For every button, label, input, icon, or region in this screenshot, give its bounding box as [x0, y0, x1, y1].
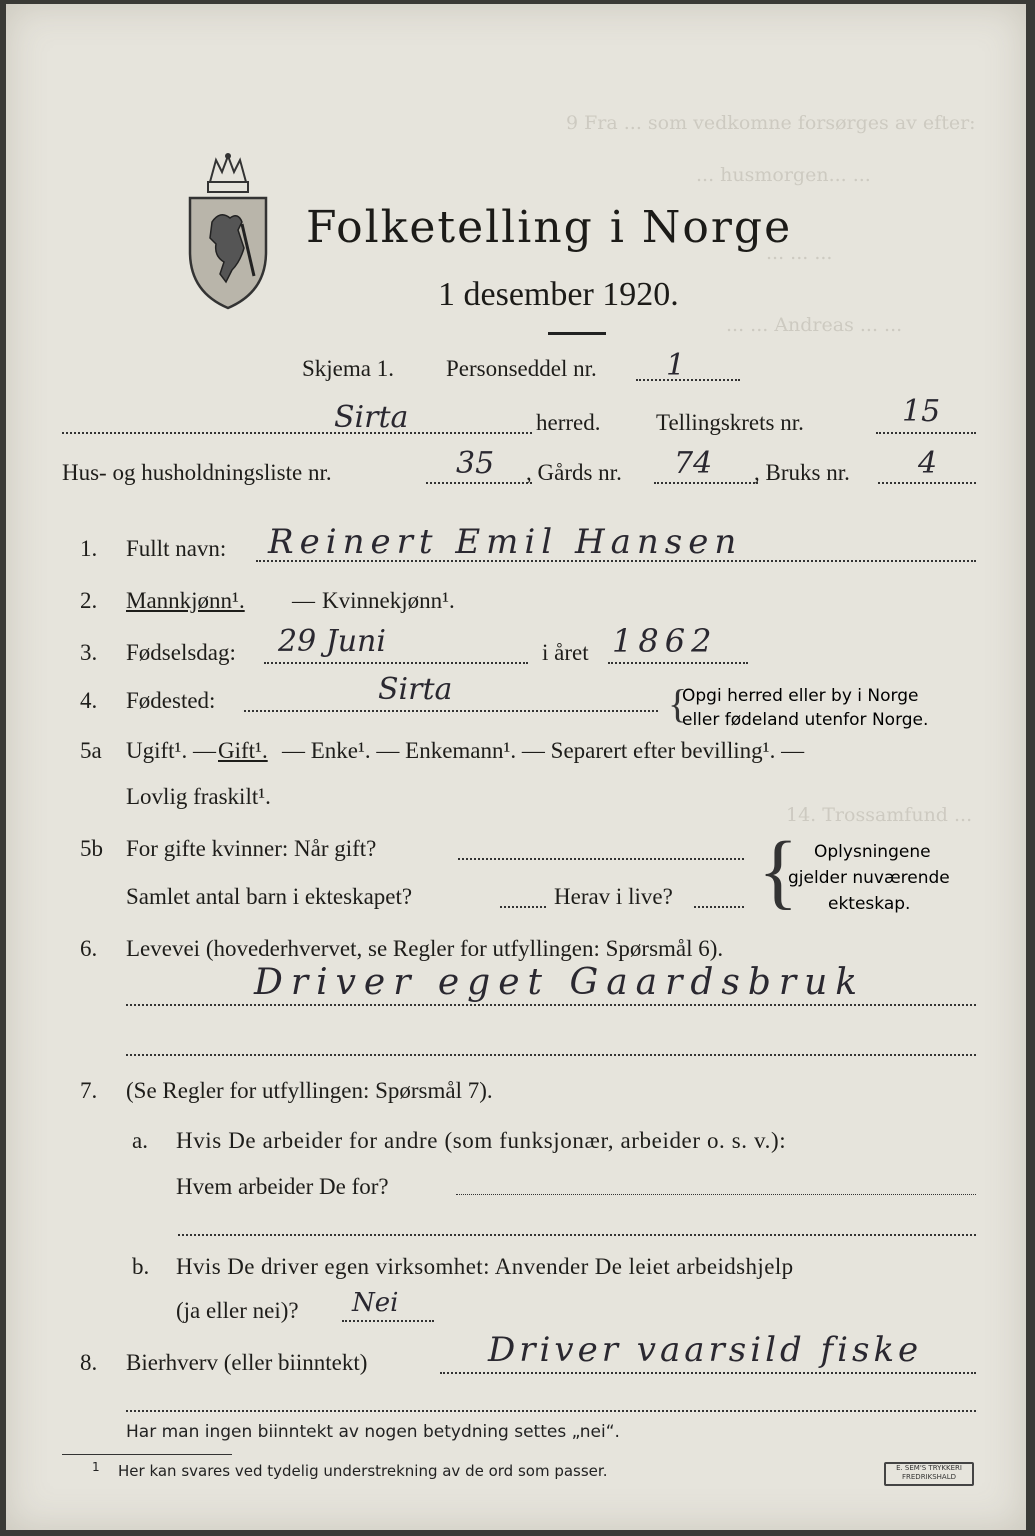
q1-number: 1. [80, 536, 98, 561]
q5b-barn-label: Samlet antal barn i ekteskapet? [126, 884, 413, 909]
q5b-live-line [694, 906, 744, 908]
q5b-number: 5b [80, 836, 103, 861]
form-title: Folketelling i Norge [306, 202, 793, 253]
hus-label: Hus- og husholdningsliste nr. [62, 460, 332, 485]
q2-number: 2. [80, 588, 98, 613]
norway-coat-of-arms-icon [182, 152, 274, 312]
personseddel-value[interactable]: 1 [666, 348, 686, 383]
gards-label: , Gårds nr. [526, 460, 622, 485]
q3-year-label: i året [542, 640, 589, 665]
tellingskrets-label: Tellingskrets nr. [656, 410, 804, 435]
q4-note-bracket: { [668, 681, 688, 726]
bleed-through-text: 14. Trossamfund ... [786, 804, 973, 826]
q5a-gift: Gift¹. [218, 738, 268, 763]
q2-separator: — [292, 588, 315, 613]
q6-label: Levevei (hovederhvervet, se Regler for utfyllingen: Spørsmål 6). [126, 936, 724, 961]
footer-note: Har man ingen biinntekt av nogen betydning settes „nei“. [126, 1422, 620, 1442]
q5a-rest: — Enke¹. — Enkemann¹. — Separert efter bevilling¹. — [282, 738, 805, 763]
bleed-through-text: ... ... ... [766, 242, 833, 264]
q5b-note-line1: Oplysningene [814, 842, 931, 862]
census-form-page [6, 4, 1026, 1530]
footer-rule [62, 1454, 232, 1455]
q4-number: 4. [80, 688, 98, 713]
q8-line [440, 1372, 976, 1374]
q1-label: Fullt navn: [126, 536, 227, 561]
gards-value[interactable]: 74 [674, 446, 713, 481]
herred-label: herred. [536, 410, 601, 435]
q5a-line2: Lovlig fraskilt¹. [126, 784, 271, 809]
q3-number: 3. [80, 640, 98, 665]
q3-year-value[interactable]: 1862 [612, 622, 718, 660]
footnote-mark: 1 [92, 1460, 100, 1474]
q7-number: 7. [80, 1078, 98, 1103]
printer-stamp: E. SEM'S TRYKKERI FREDRIKSHALD [884, 1462, 974, 1486]
q7b-number: b. [132, 1254, 150, 1279]
q2-male: Mannkjønn¹. [126, 588, 245, 613]
q5b-live-label: Herav i live? [554, 884, 673, 909]
q2-female: Kvinnekjønn¹. [322, 588, 455, 613]
q5b-barn-line [500, 906, 546, 908]
q7b-answer-line [342, 1320, 434, 1322]
q6-value[interactable]: Driver eget Gaardsbruk [254, 962, 866, 1003]
q8-number: 8. [80, 1350, 98, 1375]
form-date: 1 desember 1920. [438, 276, 679, 313]
q6-line1 [126, 1004, 976, 1006]
q4-line [244, 710, 658, 712]
q8-value[interactable]: Driver vaarsild fiske [488, 1330, 923, 1370]
q7b-value[interactable]: Nei [352, 1288, 399, 1318]
bruks-line [878, 482, 976, 484]
footnote-text: Her kan svares ved tydelig understrekning av de ord som passer. [118, 1462, 608, 1480]
q6-number: 6. [80, 936, 98, 961]
q5a-number: 5a [80, 738, 102, 763]
q7a-line2: Hvem arbeider De for? [176, 1174, 389, 1199]
q7b-line1: Hvis De driver egen virksomhet: Anvender De leiet arbeidshjelp [176, 1254, 794, 1279]
q5b-note-bracket: { [758, 825, 799, 918]
skjema-label: Skjema 1. [302, 356, 394, 381]
q7a-answer-line2 [178, 1234, 976, 1236]
q7-label: (Se Regler for utfyllingen: Spørsmål 7). [126, 1078, 493, 1103]
q8-label: Bierhverv (eller biinntekt) [126, 1350, 368, 1375]
q1-value[interactable]: Reinert Emil Hansen [268, 522, 743, 562]
bruks-label: , Bruks nr. [754, 460, 850, 485]
q5b-line1: For gifte kvinner: Når gift? [126, 836, 377, 861]
herred-line [62, 432, 532, 434]
q4-label: Fødested: [126, 688, 216, 713]
q4-note-line2: eller fødeland utenfor Norge. [682, 710, 929, 730]
personseddel-label: Personseddel nr. [446, 356, 597, 381]
q3-line [264, 662, 528, 664]
q3-value[interactable]: 29 Juni [278, 624, 386, 659]
q5b-note-line2: gjelder nuværende [788, 868, 950, 888]
bruks-value[interactable]: 4 [918, 446, 938, 481]
bleed-through-text: 9 Fra ... som vedkomne forsørges av efter: [566, 112, 976, 134]
gards-line [654, 482, 758, 484]
q5b-note-line3: ekteskap. [828, 894, 911, 914]
q4-note-line1: Opgi herred eller by i Norge [682, 686, 919, 706]
bleed-through-text: ... ... Andreas ... ... [726, 314, 903, 336]
q5b-gift-line [458, 858, 744, 860]
q3-label: Fødselsdag: [126, 640, 236, 665]
q7a-number: a. [132, 1128, 148, 1153]
q3-year-line [608, 662, 748, 664]
tellingskrets-value[interactable]: 15 [902, 394, 941, 429]
hus-value[interactable]: 35 [456, 446, 495, 481]
herred-value[interactable]: Sirta [334, 400, 409, 435]
q4-value[interactable]: Sirta [378, 672, 453, 707]
q7a-answer-line1 [456, 1194, 976, 1195]
bleed-through-text: ... husmorgen... ... [696, 164, 871, 186]
q8-line2 [126, 1410, 976, 1412]
personseddel-line [636, 379, 740, 381]
q6-line2 [126, 1054, 976, 1056]
title-rule [548, 332, 606, 335]
q7a-line1: Hvis De arbeider for andre (som funksjonær, arbeider o. s. v.): [176, 1128, 787, 1153]
hus-line [426, 482, 532, 484]
q5a-ugift: Ugift¹. — [126, 738, 216, 763]
q7b-line2: (ja eller nei)? [176, 1298, 299, 1323]
tellingskrets-line [876, 432, 976, 434]
